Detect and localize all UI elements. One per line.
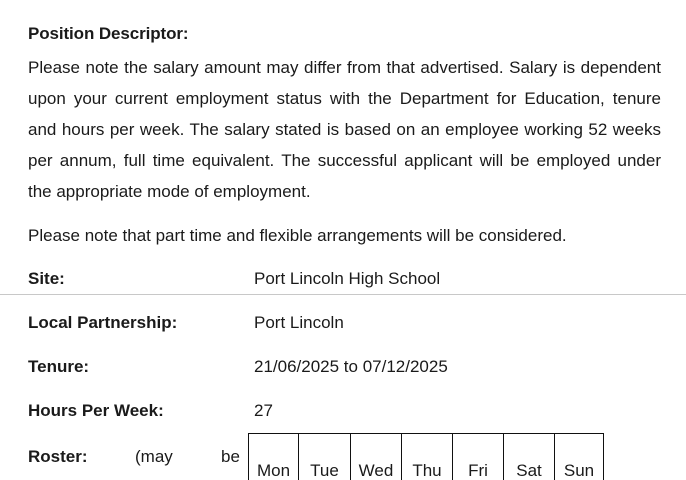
roster-label: Roster: xyxy=(28,447,88,466)
local-partnership-value: Port Lincoln xyxy=(254,313,344,332)
position-descriptor-heading: Position Descriptor: xyxy=(28,24,189,43)
tenure-value: 21/06/2025 to 07/12/2025 xyxy=(254,357,448,376)
roster-day-label: Thu xyxy=(412,461,442,480)
roster-day-thu xyxy=(402,434,453,480)
tenure-label: Tenure: xyxy=(28,357,90,376)
salary-note-paragraph: Please note the salary amount may differ from that advertised. Salary is dependent upon your current employment status with the Department for Education, tenure and hours per week. The salary stated is based on an employee working 52 weeks per annum, full time equivalent. The successful applicant will be employed under the appropriate mode of employment. xyxy=(28,58,661,201)
hours-per-week-label: Hours Per Week: xyxy=(28,401,164,420)
roster-day-mon xyxy=(249,434,299,480)
roster-day-label: Sun xyxy=(563,461,595,480)
flexible-arrangements-note: Please note that part time and flexible arrangements will be considered. xyxy=(28,226,567,245)
roster-table xyxy=(248,433,604,480)
roster-note-may: (may xyxy=(135,447,173,466)
roster-note-be: be xyxy=(221,447,240,466)
site-value: Port Lincoln High School xyxy=(254,269,441,288)
hours-per-week-value: 27 xyxy=(254,401,273,420)
roster-day-label: Sat xyxy=(516,461,542,480)
roster-day-wed xyxy=(351,434,402,480)
roster-day-label: Fri xyxy=(468,461,488,480)
site-label: Site: xyxy=(28,269,65,288)
roster-day-sat xyxy=(504,434,555,480)
roster-day-fri xyxy=(453,434,504,480)
section-divider xyxy=(0,294,686,295)
roster-days-row xyxy=(249,434,604,480)
roster-day-sun xyxy=(555,434,604,480)
roster-day-label: Mon xyxy=(256,461,291,480)
roster-day-label: Tue xyxy=(310,461,339,480)
roster-day-tue xyxy=(299,434,351,480)
local-partnership-label: Local Partnership: xyxy=(28,313,178,332)
roster-day-label: Wed xyxy=(358,461,394,480)
